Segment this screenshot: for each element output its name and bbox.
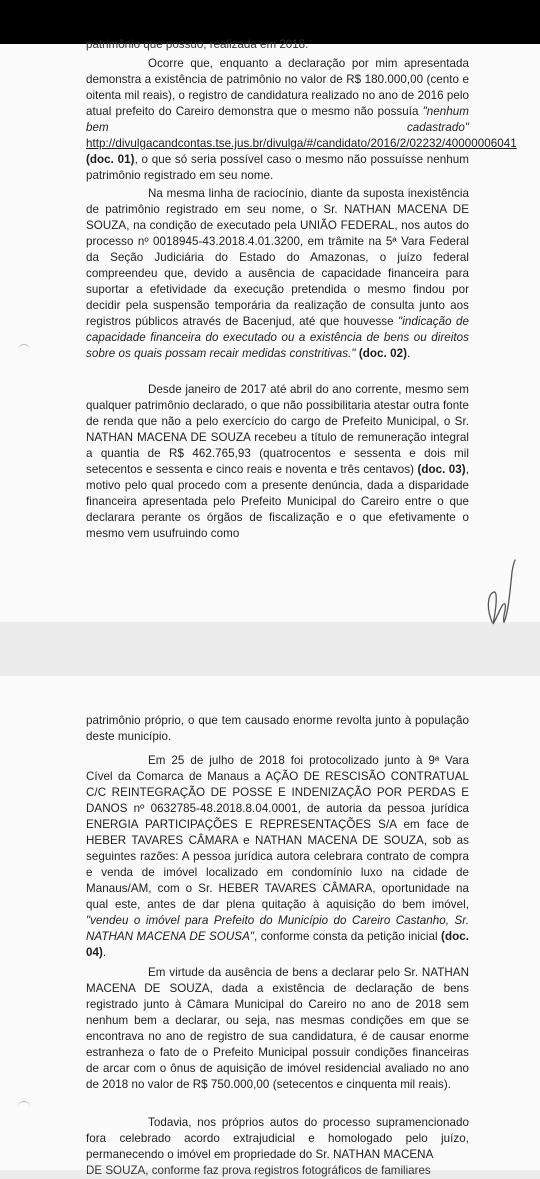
paragraph-remuneration: Desde janeiro de 2017 até abril do ano corrente, mesmo sem qualquer patrimônio declarado, o que não possibilitaria atestar outra fonte de renda que não a pelo exercício do cargo de Prefeito Municipal, o Sr. NATHAN MACENA DE SOUZA recebeu a título de remuneração integral a quantia de R$ 462.765,93 (quatrocentos e sessenta e dois mil setecentos e sessenta e cinco reais e noventa e três centavos) (doc. 03), motivo pelo qual procedo com a presente denúncia, dada a disparidade financeira apresentada pelo Prefeito Municipal do Careiro entre o que declarara perante os órgãos de fiscalização e o que efetivamente o mesmo vem usufruindo como — [86, 383, 469, 540]
paragraph-agreement: Todavia, nos próprios autos do processo supramencionado fora celebrado acordo extrajudicial e homologado pelo juízo, permanecendo o imóvel em propriedade do Sr. NATHAN MACENA — [86, 1116, 469, 1161]
document-page-1 — [0, 38, 540, 622]
document-page-2 — [0, 676, 540, 1177]
paragraph-revolt: patrimônio próprio, o que tem causado enorme revolta junto à população deste município. — [86, 714, 469, 743]
quote-nenhum-bem: "nenhum bem cadastrado" — [86, 105, 469, 134]
doc-reference: (doc. 04) — [86, 930, 469, 959]
paragraph-declaration: Ocorre que, enquanto a declaração por mim apresentada demonstra a existência de patrimônio no valor de R$ 180.000,00 (cento e oitenta mil reais), o registro de candidatura realizado no ano de 2016 pelo atual prefeito do Careiro demonstra que o mesmo não possuía "nenhum bem cadastrado" http://divulgacandcontas.tse.jus.br/divulga/#/candidato/2016/2/02232/40000006041 (doc. 01), o que só seria possível caso o mesmo não possuísse nenhum patrimônio registrado em seu nome. — [86, 57, 517, 182]
margin-mark — [18, 344, 30, 351]
cut-off-text: DE SOUZA, conforme faz prova registros fotográficos de familiares — [86, 1164, 431, 1177]
margin-mark — [18, 1101, 30, 1108]
doc-reference: (doc. 03) — [417, 463, 466, 476]
doc-reference: (doc. 02) — [358, 347, 407, 360]
signature-initials — [482, 552, 522, 642]
quote-property-sale: "vendeu o imóvel para Prefeito do Município do Careiro Castanho, Sr. NATHAN MACENA DE SOUSA" — [86, 914, 469, 943]
cut-off-text: patrimônio que possuo, realizada em 2018. — [86, 38, 309, 51]
paragraph-no-assets: Em virtude da ausência de bens a declarar pelo Sr. NATHAN MACENA DE SOUZA, dada a existência de declaração de bens registrado junto à Câmara Municipal do Careiro no ano de 2018 sem nenhum bem a declarar, ou seja, nas mesmas condições em que se encontrava no ano de registro de sua candidatura, é de causar enorme estranheza o fato de o Prefeito Municipal possuir condições financeiras de arcar com o ônus de aquisição de imóvel residencial avaliado no ano de 2018 no valor de R$ 750.000,00 (setecentos e cinquenta mil reais). — [86, 966, 469, 1091]
cut-off-line-bottom — [86, 1163, 469, 1177]
quote-court-decision: "indicação de capacidade financeira do executado ou a existência de bens ou direitos sobre os quais possam recair medidas constritivas." — [86, 315, 470, 360]
doc-reference: (doc. 01) — [86, 153, 135, 166]
cut-off-line-top — [86, 38, 469, 54]
paragraph-execution: Na mesma linha de raciocínio, diante da suposta inexistência de patrimônio registrado em seu nome, o Sr. NATHAN MACENA DE SOUZA, na condição de executado pela UNIÃO FEDERAL, nos autos do processo nº 0018945-43.2018.4.01.3200, em trâmite na 5ª Vara Federal da Seção Judiciária do Estado do Amazonas, o juízo federal compreendeu que, devido a ausência de capacidade financeira para suportar a efetividade da execução pretendida o mesmo findou por decidir pela suspensão temporária da realização de consulta junto aos registros públicos através de Bacenjud, até que houvesse "indicação de capacidade financeira do executado ou a existência de bens ou direitos sobre os quais possam recair medidas constritivas." (doc. 02). — [86, 187, 470, 360]
tse-candidate-link[interactable]: http://divulgacandcontas.tse.jus.br/divulga/#/candidato/2016/2/02232/40000006041 — [86, 137, 517, 150]
paragraph-lawsuit: Em 25 de julho de 2018 foi protocolizado junto à 9ª Vara Cível da Comarca de Manaus a AÇÃO DE RESCISÃO CONTRATUAL C/C REINTEGRAÇÃO DE POSSE E INDENIZAÇÃO POR PERDAS E DANOS nº 0632785-48.2018.8.04.0001, de autoria da pessoa jurídica ENERGIA PARTICIPAÇÕES E REPRESENTAÇÕES S/A em face de HEBER TAVARES CÂMARA e NATHAN MACENA DE SOUZA, sob as seguintes razões: A pessoa jurídica autora celebrara contrato de compra e venda de imóvel localizado em condomínio luxo na cidade de Manaus/AM, com o Sr. HEBER TAVARES CÂMARA, oportunidade na qual este, antes de dar plena quitação à aquisição do bem imóvel, "vendeu o imóvel para Prefeito do Município do Careiro Castanho, Sr. NATHAN MACENA DE SOUSA", conforme consta da petição inicial (doc. 04). — [86, 754, 469, 959]
